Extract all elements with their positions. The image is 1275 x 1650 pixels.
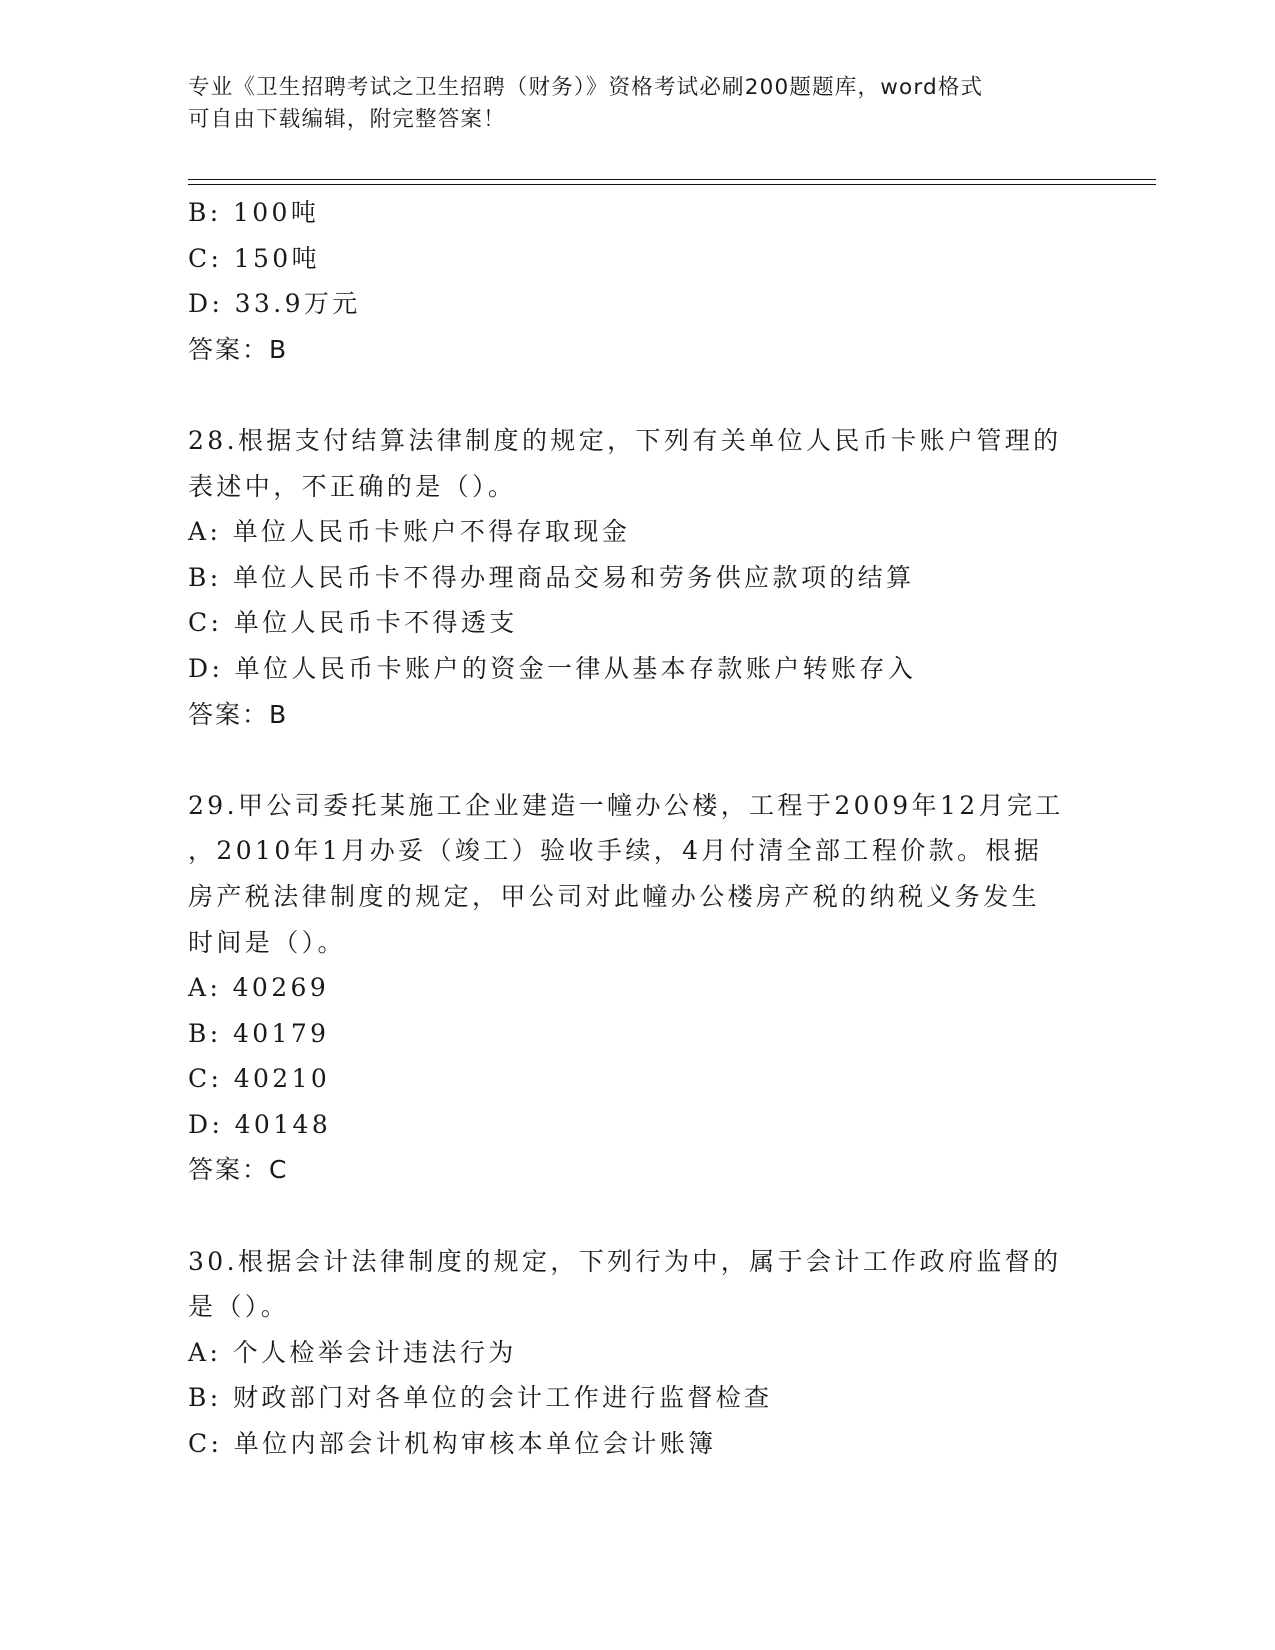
header-line-1: 专业《卫生招聘考试之卫生招聘（财务）》资格考试必刷200题题库，word格式 [188,75,984,100]
option-d: D: 33.9万元 [188,289,361,319]
question-stem-line: 28.根据支付结算法律制度的规定，下列有关单位人民币卡账户管理的 [188,425,1062,455]
document-header [188,72,1088,136]
question-stem-line: ，2010年1月办妥（竣工）验收手续，4月付清全部工程价款。根据 [188,836,1043,866]
question-stem-line: 是（）。 [188,1292,290,1322]
question-stem-line: 时间是（）。 [188,927,346,957]
option-c: C: 单位人民币卡不得透支 [188,608,518,638]
option-b: B: 财政部门对各单位的会计工作进行监督检查 [188,1383,773,1413]
header-rule-top [188,179,1156,180]
option-a: A: 40269 [188,973,330,1003]
spacer [188,372,1108,418]
question-stem-line: 表述中，不正确的是（）。 [188,471,517,501]
spacer [188,737,1108,783]
header-rule-bottom [188,184,1156,185]
answer-line: 答案：C [188,1155,289,1185]
question-28 [188,418,1108,737]
spacer [188,1193,1108,1239]
question-30 [188,1239,1108,1467]
option-c: C: 单位内部会计机构审核本单位会计账簿 [188,1429,717,1459]
question-stem-line: 30.根据会计法律制度的规定，下列行为中，属于会计工作政府监督的 [188,1246,1062,1276]
header-line-2: 可自由下载编辑，附完整答案！ [188,107,506,132]
option-c: C: 40210 [188,1064,331,1094]
option-d: D: 单位人民币卡账户的资金一律从基本存款账户转账存入 [188,653,917,683]
question-29 [188,783,1108,1193]
option-d: D: 40148 [188,1109,332,1139]
document-body [188,190,1108,1467]
option-b: B: 40179 [188,1018,330,1048]
answer-line: 答案：B [188,334,289,364]
question-stem-line: 29.甲公司委托某施工企业建造一幢办公楼，工程于2009年12月完工 [188,790,1064,820]
option-a: A: 单位人民币卡账户不得存取现金 [188,517,631,547]
option-c: C: 150吨 [188,243,321,273]
question-27-tail [188,190,1108,372]
option-b: B: 单位人民币卡不得办理商品交易和劳务供应款项的结算 [188,562,915,592]
answer-line: 答案：B [188,699,289,729]
option-b: B: 100吨 [188,198,320,227]
option-a: A: 个人检举会计违法行为 [188,1337,517,1367]
question-stem-line: 房产税法律制度的规定，甲公司对此幢办公楼房产税的纳税义务发生 [188,881,1041,911]
